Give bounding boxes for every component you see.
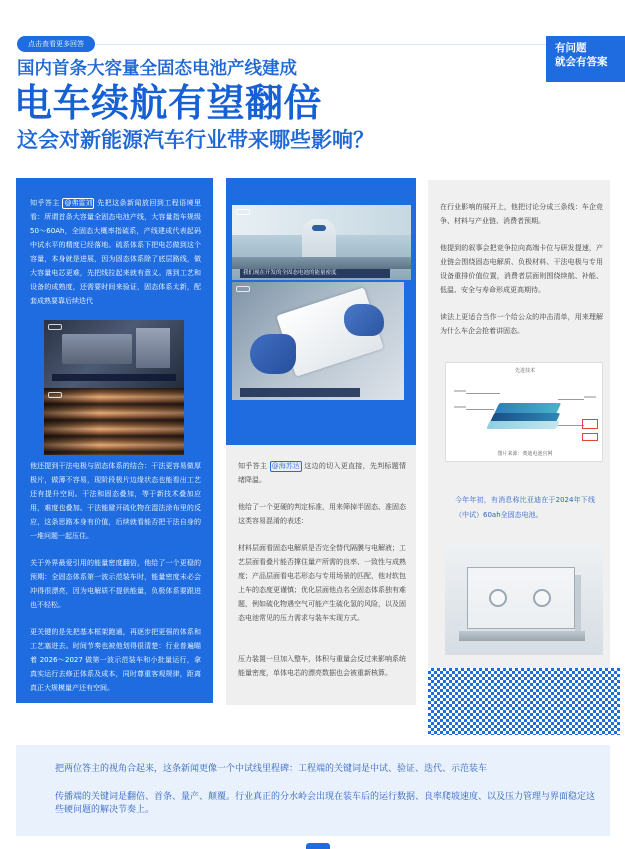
answerer-prefix: 知乎答主 xyxy=(30,199,60,207)
diagram-callout-line xyxy=(466,393,500,394)
answerer-mention-link[interactable]: @海苏达 xyxy=(271,462,300,470)
summary-paragraph-1: 把两位答主的视角合起来，这条新闻更像一个中试线里程碑：工程端的关键词是中试、验证、迭代、示范装车 xyxy=(55,764,488,774)
middle-paragraph-4: 压力装置一旦加入整车，体积与重量会反过来影响系统能量密度，单体电芯的漂亮数据也会被重新核算。 xyxy=(238,655,406,677)
summary-box xyxy=(16,745,610,836)
slogan-line-1: 有问题 xyxy=(555,42,587,54)
left-paragraph-3: 关于外界最爱引用的能量密度翻倍，他给了一个更稳的预期：全固态体系第一波示范装车时，能量密度未必会冲得很漂亮，因为电解质不提供能量，负极体系要跟进也不轻松。 xyxy=(30,559,201,609)
right-paragraph-3: 读法上更适合当作一个给公众的冲击清单，用来理解为什么车企会抢着讲固态。 xyxy=(440,313,603,335)
tv-logo-icon xyxy=(236,286,250,292)
diagram-label-mark xyxy=(584,396,596,398)
tv-logo-icon xyxy=(48,392,62,398)
photo-caption-bar xyxy=(52,374,176,381)
diagram-label-mark xyxy=(454,406,466,408)
bottom-tab-mark xyxy=(306,843,330,849)
photo-glove-port xyxy=(533,589,551,607)
question-title: 这会对新能源汽车行业带来哪些影响？ xyxy=(17,128,374,152)
more-answers-button[interactable]: 点击查看更多回答 xyxy=(17,36,95,52)
battery-diagram xyxy=(445,362,603,462)
left-paragraph-4: 更关键的是先把基本框架跑通，再逐步把更强的体系和工艺塞进去。时间节奏也被他划得很清楚：行业普遍瞄着 2026～2027 做第一波示范装车和小批量运行，拿真实运行去修正体系及成本，同时尊重客观规律，距离真正大规模量产还有空间。 xyxy=(30,628,201,692)
middle-paragraph-1-text: 这边的切入更直接，先判标题情绪降温。 xyxy=(238,462,407,484)
left-paragraph-2: 他还提到干法电极与固态体系的结合：干法更容易做厚极片，做薄不容易，现阶段极片边缘状态也能看出工艺还有提升空间。干法和固态叠加，等于新技术叠加应用，难度也叠加。干法能避开硫化物在湿法涂布里的反应，这条思路本身有价值，后续就看能否把干法自身的一堆问题一起压住。 xyxy=(30,462,201,540)
diagram-highlight-box xyxy=(582,433,598,441)
photo-bench xyxy=(232,257,411,269)
photo-caption-bar xyxy=(240,388,360,397)
diagram-callout-line xyxy=(466,409,494,410)
photo-glovebox-frame xyxy=(467,567,575,629)
glovebox-photo xyxy=(445,545,603,655)
middle-paragraph-1 xyxy=(238,459,406,487)
middle-paragraph-3: 材料层面看固态电解质是否完全替代隔膜与电解液；工艺层面看叠片能否撑住量产所需的良率、一致性与成熟度；产品层面看电芯形态与专用场景的匹配，他对软包上车的态度更谨慎；优化层面他点名全固态体系独有难题，例如硫化物遇空气可能产生硫化氢的风险，以及固态电池常见的压力需求与装车实现方式。 xyxy=(238,544,406,622)
answerer-prefix: 知乎答主 xyxy=(238,462,268,470)
diagram-callout-line xyxy=(558,399,584,400)
photo-glove-hand xyxy=(344,304,384,336)
diagram-highlight-box xyxy=(582,419,598,429)
photo-worker-visor xyxy=(312,225,326,231)
production-line-photo xyxy=(44,320,184,455)
right-paragraph-1: 在行业影响的展开上，他把讨论分成三条线：车企竞争、材料与产业链、消费者预期。 xyxy=(440,203,603,225)
photo-shade xyxy=(44,388,184,455)
news-note: 今年年初，有消息称比亚迪在于2024年下线（中试）60ah全固态电池。 xyxy=(455,496,595,519)
photo-caption: 我们现在开发的全固态电池的能量密度 xyxy=(240,269,390,278)
right-column-panel xyxy=(428,180,610,668)
page-headline: 电车续航有望翻倍 xyxy=(14,81,323,125)
diagram-title: 先进技术 xyxy=(514,368,535,374)
slogan-badge xyxy=(546,36,625,82)
diagram-source-caption: 图片来源：奥迪电池官网 xyxy=(497,451,553,457)
news-kicker: 国内首条大容量全固态电池产线建成 xyxy=(17,59,297,79)
diagram-callout-line xyxy=(558,425,584,426)
middle-paragraph-2: 他给了一个更硬的判定标准，用来筛掉半固态、准固态这类容易混淆的表述： xyxy=(238,503,406,525)
answerer-mention-link[interactable]: @弗雷刘 xyxy=(64,199,93,207)
tv-logo-icon xyxy=(48,324,62,330)
middle-column-panel xyxy=(226,178,416,705)
right-paragraph-2: 他提到的叙事会把竞争拉向高端卡位与研发提速，产业链会围绕固态电解质、负极材料、干法电极与专用设备重排价值位置，消费者层面则围绕续航、补能、低温、安全与寿命形成更高期待。 xyxy=(440,244,603,294)
left-column-panel xyxy=(16,178,213,703)
left-paragraph-1-text: 先把这条新闻放回到工程语境里看：所谓首条大容量全固态电池产线，大容量指车规级50～60Ah，全固态大概率指硫系，产线建成代表起码中试水平的精度已经落地。硫系体系下把电芯做到这个容量，本身就是进展，因为固态体系除了底层路线，做大容量电芯更难，先把线拉起来就有意义。落到工艺和设备的成熟度，还需要时间来验证，固态体系太新，配套成熟要靠后续迭代 xyxy=(30,199,202,305)
header-divider xyxy=(95,44,546,45)
photo-glovebox-base xyxy=(459,631,585,641)
diagram-label-mark xyxy=(454,390,466,392)
tv-logo-icon xyxy=(236,209,250,215)
summary-paragraph-2: 传播端的关键词是翻倍、首条、量产、颠覆。行业真正的分水岭会出现在装车后的运行数据、良率爬坡速度、以及压力管理与界面稳定这些硬问题的解决节奏上。 xyxy=(55,792,596,815)
photo-pipe xyxy=(575,575,581,633)
checkered-decoration xyxy=(428,668,620,735)
photo-glove-port xyxy=(489,589,507,607)
battery-pouch-photo xyxy=(232,282,404,400)
left-paragraph-1 xyxy=(30,196,201,308)
photo-glove-hand xyxy=(250,334,296,374)
photo-machine-shape xyxy=(62,334,132,364)
photo-machine-shape xyxy=(136,328,170,368)
cleanroom-photo xyxy=(232,205,411,280)
diagram-cell-layer xyxy=(486,421,560,429)
slogan-line-2: 就会有答案 xyxy=(555,56,608,68)
